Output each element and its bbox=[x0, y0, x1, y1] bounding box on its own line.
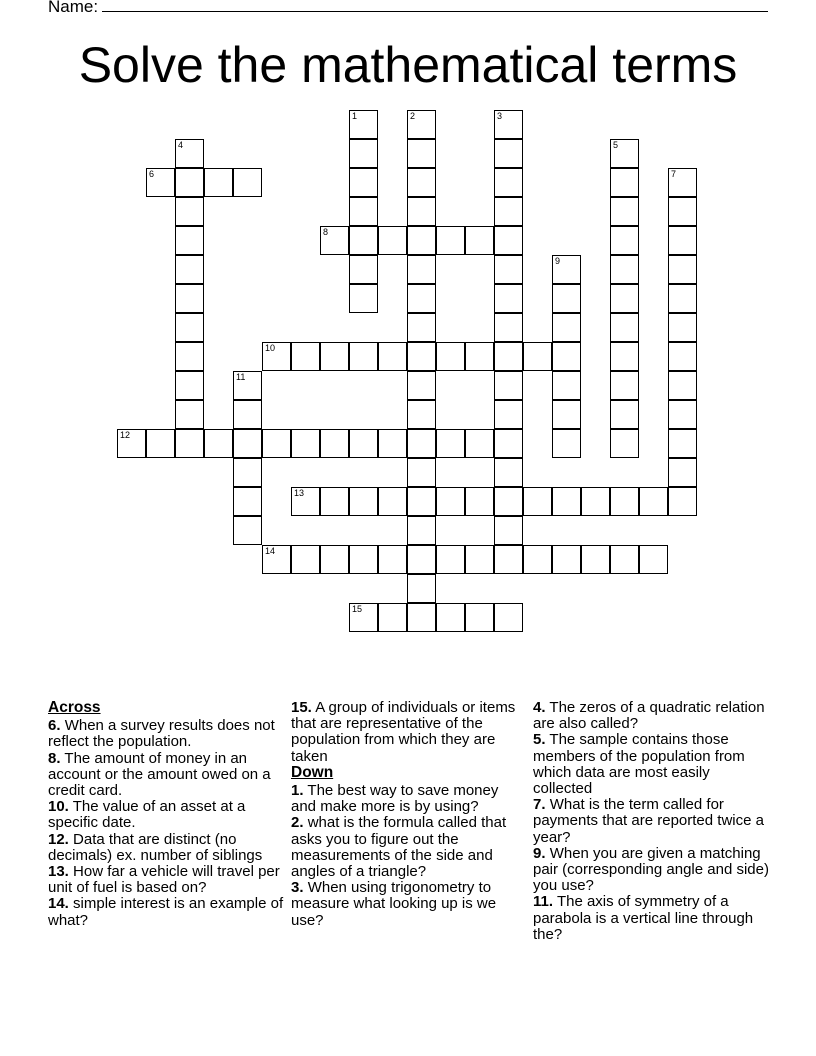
crossword-cell[interactable] bbox=[407, 458, 436, 487]
crossword-cell[interactable] bbox=[349, 226, 378, 255]
crossword-cell[interactable] bbox=[494, 400, 523, 429]
crossword-cell[interactable] bbox=[175, 400, 204, 429]
crossword-cell[interactable] bbox=[320, 429, 349, 458]
clue-number: 7 bbox=[671, 169, 677, 179]
crossword-cell[interactable] bbox=[465, 429, 494, 458]
crossword-cell[interactable] bbox=[378, 342, 407, 371]
crossword-cell[interactable] bbox=[204, 168, 233, 197]
crossword-cell[interactable] bbox=[494, 168, 523, 197]
crossword-cell[interactable] bbox=[610, 342, 639, 371]
crossword-cell[interactable] bbox=[117, 429, 146, 458]
crossword-cell[interactable] bbox=[668, 342, 697, 371]
crossword-cell[interactable] bbox=[407, 226, 436, 255]
crossword-cell[interactable] bbox=[204, 429, 233, 458]
crossword-cell[interactable] bbox=[668, 226, 697, 255]
clue-number: 1 bbox=[352, 111, 358, 121]
crossword-cell[interactable] bbox=[668, 197, 697, 226]
clue-number: 8 bbox=[323, 227, 329, 237]
crossword-cell[interactable] bbox=[494, 487, 523, 516]
crossword-cell[interactable] bbox=[465, 603, 494, 632]
crossword-cell[interactable] bbox=[262, 342, 291, 371]
crossword-cell[interactable] bbox=[407, 487, 436, 516]
crossword-cell[interactable] bbox=[407, 603, 436, 632]
crossword-cell[interactable] bbox=[407, 168, 436, 197]
crossword-cell[interactable] bbox=[552, 400, 581, 429]
crossword-cell[interactable] bbox=[494, 284, 523, 313]
crossword-cell[interactable] bbox=[349, 429, 378, 458]
crossword-cell[interactable] bbox=[378, 603, 407, 632]
clue-across-8: 8. The amount of money in an account or the amount owed on a credit card. bbox=[48, 749, 271, 800]
crossword-cell[interactable] bbox=[610, 371, 639, 400]
crossword-cell[interactable] bbox=[349, 197, 378, 226]
crossword-cell[interactable] bbox=[407, 342, 436, 371]
crossword-cell[interactable] bbox=[639, 545, 668, 574]
crossword-cell[interactable] bbox=[668, 371, 697, 400]
clue-down-4: 4. The zeros of a quadratic relation are also called? bbox=[533, 699, 765, 733]
clues-column-3 bbox=[533, 700, 773, 943]
clue-across-14: 14. simple interest is an example of what? bbox=[48, 895, 284, 929]
crossword-cell[interactable] bbox=[494, 603, 523, 632]
clue-across-10: 10. The value of an asset at a specific date. bbox=[48, 798, 246, 832]
crossword-cell[interactable] bbox=[610, 139, 639, 168]
crossword-cell[interactable] bbox=[407, 371, 436, 400]
crossword-cell[interactable] bbox=[175, 342, 204, 371]
clue-across-15: 15. A group of individuals or items that are representative of the population from which they are taken bbox=[291, 699, 516, 765]
clue-number: 2 bbox=[410, 111, 416, 121]
crossword-cell[interactable] bbox=[175, 255, 204, 284]
crossword-cell[interactable] bbox=[233, 400, 262, 429]
crossword-cell[interactable] bbox=[320, 342, 349, 371]
crossword-cell[interactable] bbox=[610, 197, 639, 226]
crossword-cell[interactable] bbox=[668, 400, 697, 429]
clue-number: 6 bbox=[149, 169, 155, 179]
crossword-cell[interactable] bbox=[407, 284, 436, 313]
crossword-cell[interactable] bbox=[378, 226, 407, 255]
crossword-cell[interactable] bbox=[465, 487, 494, 516]
crossword-cell[interactable] bbox=[349, 487, 378, 516]
clues-column-2 bbox=[291, 700, 527, 929]
crossword-cell[interactable] bbox=[175, 371, 204, 400]
crossword-cell[interactable] bbox=[552, 429, 581, 458]
crossword-cell[interactable] bbox=[494, 516, 523, 545]
crossword-cell[interactable] bbox=[436, 603, 465, 632]
crossword-cell[interactable] bbox=[349, 139, 378, 168]
crossword-cell[interactable] bbox=[407, 313, 436, 342]
clue-down-9: 9. When you are given a matching pair (corresponding angle and side) you use? bbox=[533, 844, 769, 895]
crossword-cell[interactable] bbox=[436, 429, 465, 458]
clue-number: 4 bbox=[178, 140, 184, 150]
clue-number: 3 bbox=[497, 111, 503, 121]
crossword-cell[interactable] bbox=[378, 487, 407, 516]
crossword-cell[interactable] bbox=[407, 197, 436, 226]
clue-across-13: 13. How far a vehicle will travel per unit of fuel is based on? bbox=[48, 863, 280, 897]
crossword-cell[interactable] bbox=[291, 429, 320, 458]
crossword-cell[interactable] bbox=[639, 487, 668, 516]
crossword-cell[interactable] bbox=[320, 545, 349, 574]
crossword-cell[interactable] bbox=[494, 139, 523, 168]
clue-down-7: 7. What is the term called for payments that are reported twice a year? bbox=[533, 796, 764, 846]
crossword-cell[interactable] bbox=[610, 545, 639, 574]
crossword-cell[interactable] bbox=[668, 284, 697, 313]
crossword-cell[interactable] bbox=[494, 545, 523, 574]
crossword-cell[interactable] bbox=[175, 197, 204, 226]
crossword-cell[interactable] bbox=[581, 487, 610, 516]
crossword-cell[interactable] bbox=[349, 342, 378, 371]
crossword-cell[interactable] bbox=[668, 458, 697, 487]
crossword-cell[interactable] bbox=[349, 255, 378, 284]
clue-down-5: 5. The sample contains those members of the population from which data are most easily collected bbox=[533, 731, 745, 798]
crossword-cell[interactable] bbox=[407, 516, 436, 545]
crossword-cell[interactable] bbox=[465, 545, 494, 574]
crossword-cell[interactable] bbox=[436, 226, 465, 255]
crossword-cell[interactable] bbox=[523, 487, 552, 516]
crossword-cell[interactable] bbox=[668, 429, 697, 458]
clue-number: 9 bbox=[555, 256, 561, 266]
crossword-cell[interactable] bbox=[291, 487, 320, 516]
crossword-cell[interactable] bbox=[291, 545, 320, 574]
crossword-cell[interactable] bbox=[407, 400, 436, 429]
crossword-cell[interactable] bbox=[320, 226, 349, 255]
crossword-cell[interactable] bbox=[552, 284, 581, 313]
crossword-cell[interactable] bbox=[523, 342, 552, 371]
across-heading: Across bbox=[48, 699, 101, 716]
crossword-cell[interactable] bbox=[349, 110, 378, 139]
crossword-cell[interactable] bbox=[610, 168, 639, 197]
crossword-cell[interactable] bbox=[610, 313, 639, 342]
down-heading: Down bbox=[291, 763, 334, 781]
crossword-cell[interactable] bbox=[378, 545, 407, 574]
crossword-cell[interactable] bbox=[436, 545, 465, 574]
crossword-cell[interactable] bbox=[349, 284, 378, 313]
crossword-cell[interactable] bbox=[262, 429, 291, 458]
crossword-cell[interactable] bbox=[668, 255, 697, 284]
crossword-cell[interactable] bbox=[581, 545, 610, 574]
crossword-cell[interactable] bbox=[291, 342, 320, 371]
clue-number: 13 bbox=[294, 488, 305, 498]
crossword-cell[interactable] bbox=[610, 255, 639, 284]
crossword-cell[interactable] bbox=[552, 371, 581, 400]
crossword-cell[interactable] bbox=[494, 255, 523, 284]
crossword-cell[interactable] bbox=[378, 429, 407, 458]
crossword-cell[interactable] bbox=[146, 429, 175, 458]
crossword-cell[interactable] bbox=[146, 168, 175, 197]
crossword-cell[interactable] bbox=[175, 284, 204, 313]
crossword-cell[interactable] bbox=[407, 139, 436, 168]
crossword-cell[interactable] bbox=[494, 371, 523, 400]
clue-down-11: 11. The axis of symmetry of a parabola is a vertical line through the? bbox=[533, 893, 754, 943]
crossword-cell[interactable] bbox=[407, 545, 436, 574]
crossword-cell[interactable] bbox=[552, 313, 581, 342]
clue-number: 10 bbox=[265, 343, 276, 353]
crossword-cell[interactable] bbox=[262, 545, 291, 574]
clue-down-3: 3. When using trigonometry to measure what looking up is we use? bbox=[291, 879, 497, 929]
crossword-cell[interactable] bbox=[349, 603, 378, 632]
crossword-cell[interactable] bbox=[668, 313, 697, 342]
crossword-cell[interactable] bbox=[436, 487, 465, 516]
crossword-cell[interactable] bbox=[610, 429, 639, 458]
crossword-cell[interactable] bbox=[320, 487, 349, 516]
crossword-cell[interactable] bbox=[465, 342, 494, 371]
clues-column-1 bbox=[48, 700, 284, 929]
crossword-cell[interactable] bbox=[175, 139, 204, 168]
crossword-cell[interactable] bbox=[668, 487, 697, 516]
crossword-cell[interactable] bbox=[407, 255, 436, 284]
crossword-cell[interactable] bbox=[407, 110, 436, 139]
crossword-cell[interactable] bbox=[465, 226, 494, 255]
crossword-cell[interactable] bbox=[610, 284, 639, 313]
crossword-cell[interactable] bbox=[494, 197, 523, 226]
crossword-cell[interactable] bbox=[175, 313, 204, 342]
crossword-cell[interactable] bbox=[523, 545, 552, 574]
crossword-cell[interactable] bbox=[175, 226, 204, 255]
crossword-cell[interactable] bbox=[552, 545, 581, 574]
crossword-cell[interactable] bbox=[407, 429, 436, 458]
crossword-cell[interactable] bbox=[610, 487, 639, 516]
crossword-cell[interactable] bbox=[494, 313, 523, 342]
clue-down-1: 1. The best way to save money and make more is by using? bbox=[291, 782, 499, 816]
clue-number: 14 bbox=[265, 546, 276, 556]
clue-across-12: 12. Data that are distinct (no decimals) ex. number of siblings bbox=[48, 830, 263, 864]
crossword-cell[interactable] bbox=[494, 429, 523, 458]
crossword-cell[interactable] bbox=[233, 458, 262, 487]
crossword-cell[interactable] bbox=[552, 342, 581, 371]
clue-number: 5 bbox=[613, 140, 619, 150]
crossword-cell[interactable] bbox=[610, 226, 639, 255]
crossword-cell[interactable] bbox=[610, 400, 639, 429]
name-label: Name: bbox=[48, 0, 99, 16]
crossword-cell[interactable] bbox=[668, 168, 697, 197]
crossword-cell[interactable] bbox=[349, 545, 378, 574]
clue-across-6: 6. When a survey results does not reflect the population. bbox=[48, 717, 275, 751]
clue-number: 15 bbox=[352, 604, 363, 614]
crossword-cell[interactable] bbox=[175, 168, 204, 197]
crossword-cell[interactable] bbox=[552, 255, 581, 284]
crossword-cell[interactable] bbox=[436, 342, 465, 371]
crossword-cell[interactable] bbox=[233, 371, 262, 400]
crossword-cell[interactable] bbox=[233, 516, 262, 545]
crossword-cell[interactable] bbox=[233, 429, 262, 458]
clue-number: 12 bbox=[120, 430, 131, 440]
clue-number: 11 bbox=[236, 372, 246, 382]
crossword-cell[interactable] bbox=[349, 168, 378, 197]
clue-down-2: 2. what is the formula called that asks you to figure out the measurements of the side and angles of a triangle? bbox=[291, 814, 507, 881]
crossword-cell[interactable] bbox=[175, 429, 204, 458]
crossword-cell[interactable] bbox=[494, 226, 523, 255]
crossword-cell[interactable] bbox=[407, 574, 436, 603]
crossword-cell[interactable] bbox=[494, 110, 523, 139]
page-title: Solve the mathematical terms bbox=[78, 37, 738, 93]
crossword-cell[interactable] bbox=[233, 487, 262, 516]
crossword-cell[interactable] bbox=[494, 342, 523, 371]
crossword-cell[interactable] bbox=[494, 458, 523, 487]
crossword-cell[interactable] bbox=[233, 168, 262, 197]
crossword-cell[interactable] bbox=[552, 487, 581, 516]
